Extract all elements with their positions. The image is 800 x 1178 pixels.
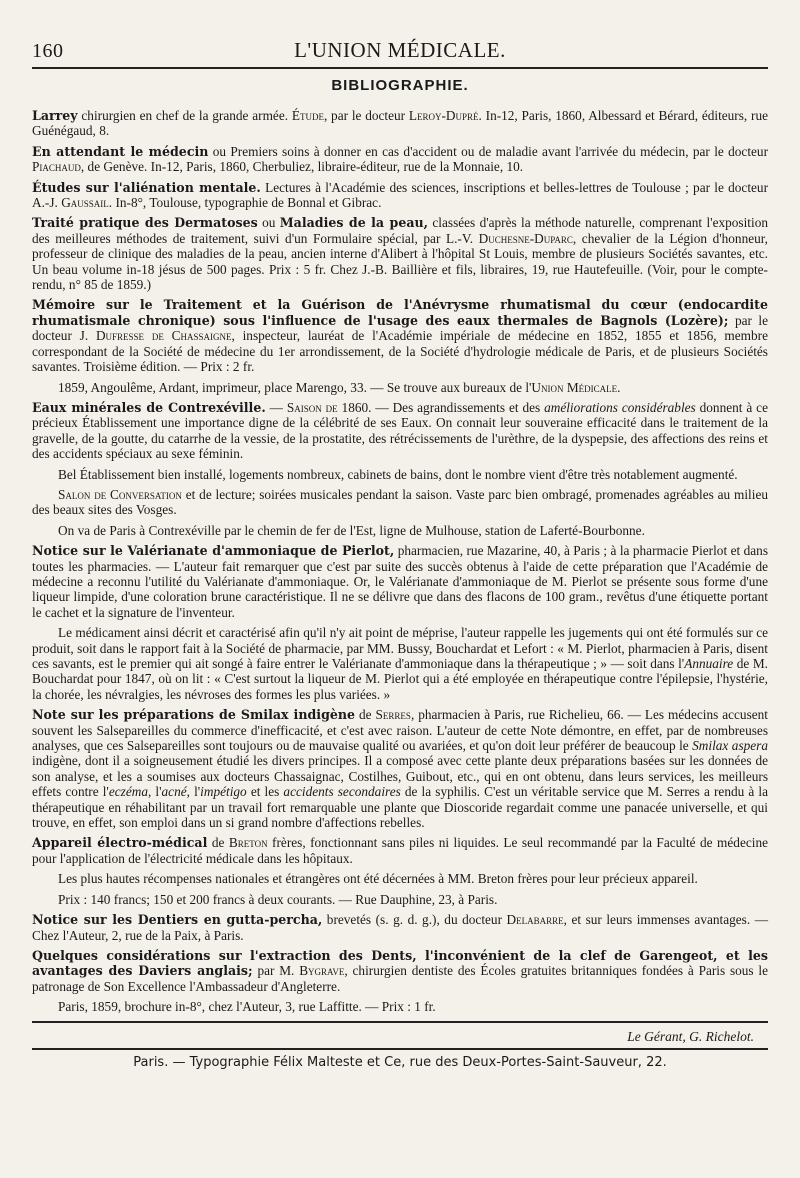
footer-rule [32,1021,768,1023]
entry-contrexeville-etablissement: Bel Établissement bien installé, logements nombreux, cabinets de bains, dont le nombre vient d'être très notablement augmenté. [58,466,738,482]
entry-title: Notice sur les Dentiers en gutta-percha, [32,912,323,928]
entry-dentiers: Notice sur les Dentiers en gutta-percha, brevetés (s. g. d. g.), du docteur Delabarre, et sur leurs immenses avantages. — Chez l'Auteur, 2, rue de la Paix, à Paris. [32,912,768,943]
gerant-signature: Le Gérant, G. Richelot. [627,1028,754,1044]
entry-title: Eaux minérales de Contrexéville. [32,399,266,415]
entry-en-attendant: En attendant le médecin ou Premiers soins à donner en cas d'accident ou de maladie avant l'arrivée du médecin, par le docteur Piachaud, de Genève. In-12, Paris, 1860, Cherbuliez, libraire-éditeur, rue de la Monnaie, 10. [32,143,769,175]
entry-title: Notice sur le Valérianate d'ammoniaque de Pierlot, [32,543,395,559]
entry-appareil-electro: Appareil électro-médical de Breton frères, fonctionnant sans piles ni liquides. Le seul recommandé par la Faculté de médecine pour l'application de l'électricité médicale dans les hôpitaux. [32,835,768,866]
entry-title: Études sur l'aliénation mentale. [32,179,261,195]
entry-title: Quelques considérations sur l'extraction des Dents, l'inconvénient de la clef de Garengeot, et les avantages des Daviers anglais; [32,947,768,979]
entry-title: Appareil électro-médical [32,835,208,851]
entry-etudes-alienation: Études sur l'aliénation mentale. Lectures à l'Académie des sciences, inscriptions et belles-lettres de Toulouse ; par le docteur A.-J. Gaussail. In-8°, Toulouse, typographie de Bonnal et Gibrac. [32,179,768,211]
journal-title: L'UNION MÉDICALE. [294,38,506,62]
entry-contrexeville-acces: On va de Paris à Contrexéville par le chemin de fer de l'Est, ligne de Mulhouse, station de Laferté-Bourbonne. [58,522,645,538]
entry-appareil-recompenses: Les plus hautes récompenses nationales et étrangères ont été décernées à MM. Breton frères pour leur précieux appareil. [58,871,698,887]
entry-title: Note sur les préparations de Smilax indigène [32,707,356,723]
printer-imprint: Paris. — Typographie Félix Malteste et Ce, rue des Deux-Portes-Saint-Sauveur, 22. [133,1054,667,1070]
entry-contrexeville-salon: Salon de Conversation et de lecture; soirées musicales pendant la saison. Vaste parc bien ombragé, promenades agréables au milieu des beaux sites des Vosges. [32,486,768,518]
entry-contrexeville: Eaux minérales de Contrexéville. — Saison de 1860. — Des agrandissements et des améliorations considérables donnent à ce précieux Établissement une importance digne de la célébrité de ses Eaux. On connait leur souveraine efficacité dans le traitement de la gravelle, de la goutte, du catarrhe de la vessie, de la prostatite, des rétrécissements de l'urèthre, de la dyspepsie, des affections des reins et des accidents spéciaux au sexe féminin. [32,399,768,462]
entry-appareil-prix: Prix : 140 francs; 150 et 200 francs à deux courants. — Rue Dauphine, 23, à Paris. [58,891,498,907]
entry-title: En attendant le médecin [32,143,209,159]
page-number: 160 [32,40,64,62]
entry-smilax: Note sur les préparations de Smilax indigène de Serres, pharmacien à Paris, rue Richelieu, 66. — Les médecins accusent souvent les Salsepareilles du commerce d'inefficacité, et c'est avec raison. L'auteur de cette Note démontre, en effet, par de nombreuses analyses, que ces Salsepareilles sont toujours ou de mauvaise qualité ou avariées, et qu'on doit leur préférer de beaucoup le Smilax aspera indigène, dont il a soigneusement étudié les divers principes. Il a composé avec cette plante deux préparations basées sur les données de son analyse, et les a soumises aux docteurs Chassaignac, Costilhes, Guibout, etc., qui en ont obtenu, dans leurs services, les meilleurs effets contre l'eczéma, l'acné, l'impétigo et les accidents secondaires de la syphilis. C'est un véritable service que M. Serres a rendu à la thérapeutique en réhabilitant par un travail fort remarquable une plante que Dioscoride regardait comme une panacée universelle, et qui trouve, en effet, son emploi dans un si grand nombre d'affections rebelles. [32,707,769,831]
running-head [32,38,768,67]
entry-memoire-imprint: 1859, Angoulême, Ardant, imprimeur, place Marengo, 33. — Se trouve aux bureaux de l'Union Médicale. [58,379,621,395]
entry-traite-dermatoses: Traité pratique des Dermatoses ou Maladies de la peau, classées d'après la méthode naturelle, comprenant l'exposition des meilleures méthodes de traitement, suivi d'un Formulaire spécial, par L.-V. Duchesne-Duparc, chevalier de la Légion d'honneur, professeur de clinique des maladies de la peau, ancien interne d'Alibert à l'hôpital St Louis, membre de plusieurs Sociétés savantes, etc. Un beau volume in-18 jésus de 500 pages. Prix : 5 fr. Chez J.-B. Baillière et fils, libraires, 19, rue Hautefeuille. (Voir, pour le compte-rendu, n° 85 de 1859.) [32,215,768,293]
gerant-rule [32,1048,768,1050]
header-rule [32,67,768,69]
entry-memoire-anevrysme: Mémoire sur le Traitement et la Guérison de l'Anévrysme rhumatismal du cœur (endocardite rhumatismale chronique) sous l'influence de l'usage des eaux thermales de Bagnols (Lozère); par le docteur J. Dufresse de Chassaigne, inspecteur, lauréat de l'Académie impériale de médecine en 1852, 1855 et 1856, membre correspondant de la Société de médecine du 1er arrondissement, de la Société d'hydrologie médicale de Paris, et de plusieurs Sociétés savantes. Troisième édition. — Prix : 2 fr. [32,297,768,375]
section-title: BIBLIOGRAPHIE. [331,77,469,94]
entry-valerianate-jugements: Le médicament ainsi décrit et caractérisé afin qu'il n'y ait point de méprise, l'auteur rappelle les jugements qui ont été formulés sur ce produit, soit dans le rapport fait à la Société de pharmacie, par MM. Bussy, Bouchardat et Lefort : « M. Pierlot, pharmacien à Paris, disent ces savants, est le premier qui ait songé à faire entrer le Valérianate d'ammoniaque dans la thérapeutique ; » — soit dans l'Annuaire de M. Bouchardat pour 1847, où on lit : « C'est surtout la liqueur de M. Pierlot qui a été employée en thérapeutique contre l'épilepsie, l'hystérie, la chorée, les névralgies, les névroses des formes les plus variées. » [32,625,768,702]
entry-larrey: Larrey chirurgien en chef de la grande armée. Étude, par le docteur Leroy-Dupré. In-12, Paris, 1860, Albessard et Bérard, éditeurs, rue Guénégaud, 8. [32,108,768,139]
entry-title: Traité pratique des Dermatoses [32,215,258,231]
entry-title: Larrey [32,108,78,123]
entry-valerianate: Notice sur le Valérianate d'ammoniaque de Pierlot, pharmacien, rue Mazarine, 40, à Paris ; à la pharmacie Pierlot et dans toutes les pharmacies. — L'auteur fait remarquer que c'est par suite des succès obtenus à l'aide de cette préparation que l'Académie de médecine a reconnu l'utilité du Valérianate d'ammoniaque. Or, le Valérianate d'ammoniaque de M. Pierlot se présente sous forme d'une liqueur limpide, d'une coloration brune caractéristique. Il ne se délivre que dans des flacons de 100 gram., revêtus d'une étiquette portant le cachet et la signature de l'inventeur. [32,543,769,620]
entry-extraction-dents: Quelques considérations sur l'extraction des Dents, l'inconvénient de la clef de Garengeot, et les avantages des Daviers anglais; par M. Bygrave, chirurgien dentiste des Écoles gratuites britanniques fondées à Paris sous le patronage de Son Excellence l'Ambassadeur d'Angleterre. [32,947,768,994]
entry-title: Mémoire sur le Traitement et la Guérison de l'Anévrysme rhumatismal du cœur (endocardite rhumatismale chronique) sous l'influence de l'usage des eaux thermales de Bagnols (Lozère); [32,297,768,328]
entry-extraction-imprint: Paris, 1859, brochure in-8°, chez l'Auteur, 3, rue Laffitte. — Prix : 1 fr. [58,999,436,1015]
